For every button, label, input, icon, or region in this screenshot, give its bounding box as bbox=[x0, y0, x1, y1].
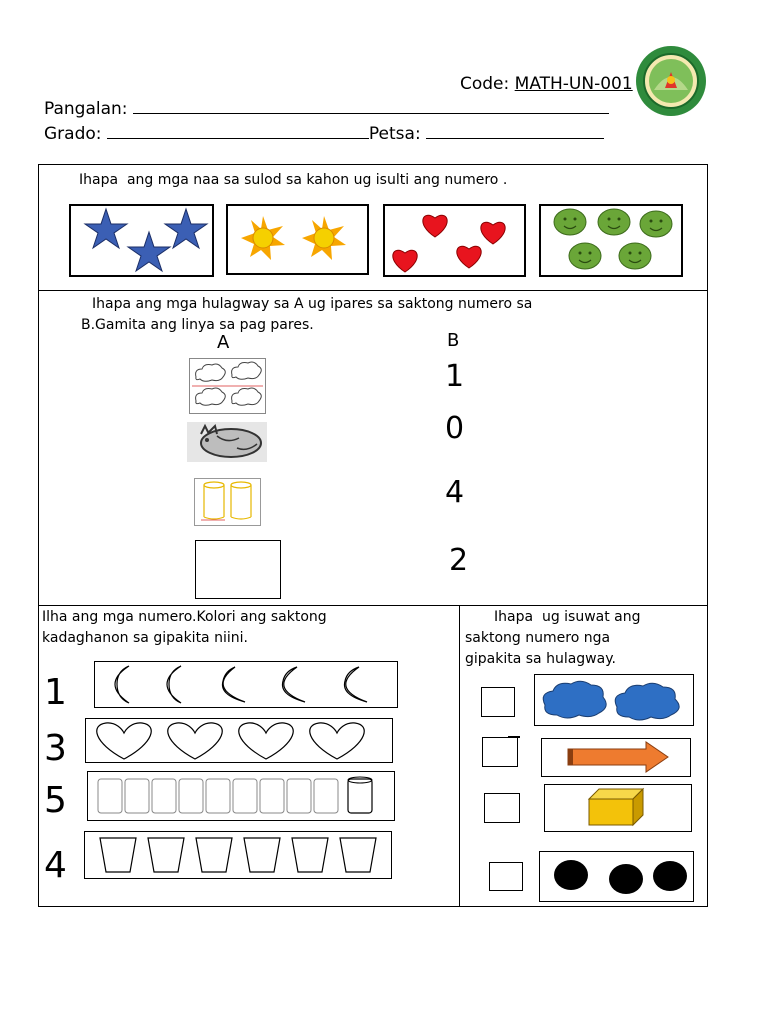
moon-icon bbox=[282, 667, 305, 702]
cylinder-icon bbox=[125, 779, 149, 813]
b-number-0[interactable]: 0 bbox=[445, 411, 465, 446]
star-icon bbox=[165, 209, 207, 248]
star-icon bbox=[128, 232, 170, 271]
black-circle-icon bbox=[554, 860, 588, 890]
divider-vertical bbox=[459, 605, 460, 907]
moon-icon bbox=[167, 666, 181, 703]
cylinder-icon bbox=[348, 779, 372, 813]
cup-icon bbox=[100, 838, 136, 872]
cat-picture[interactable] bbox=[187, 422, 267, 462]
star-icon bbox=[85, 209, 127, 248]
cup-icon bbox=[292, 838, 328, 872]
heart-icon bbox=[481, 222, 505, 244]
b-number-4[interactable]: 4 bbox=[445, 475, 465, 510]
date-label: Petsa: bbox=[368, 124, 421, 144]
code-value: MATH-UN-001 bbox=[514, 74, 633, 94]
cloud-icon bbox=[615, 683, 679, 720]
heart-icon bbox=[423, 215, 447, 237]
section4-instruction-2: saktong numero nga bbox=[465, 630, 611, 646]
b-number-1[interactable]: 1 bbox=[445, 359, 465, 394]
hearts-row[interactable] bbox=[85, 718, 393, 763]
cup-icon bbox=[244, 838, 280, 872]
smiley-icon bbox=[640, 211, 672, 237]
moons-row[interactable] bbox=[94, 661, 398, 708]
section3-instruction-2: kadaghanon sa gipakita niini. bbox=[42, 630, 248, 646]
section4-instruction-3: gipakita sa hulagway. bbox=[465, 651, 616, 667]
smiley-icon bbox=[598, 209, 630, 235]
b-number-2[interactable]: 2 bbox=[449, 543, 469, 578]
divider-2 bbox=[39, 605, 707, 606]
moon-icon bbox=[115, 666, 129, 703]
grade-label: Grado: bbox=[44, 124, 102, 144]
row-number-4: 4 bbox=[44, 845, 67, 886]
answer-box-clouds[interactable] bbox=[481, 687, 515, 717]
column-b-label: B bbox=[447, 330, 460, 351]
cup-icon bbox=[148, 838, 184, 872]
cup-icon bbox=[196, 838, 232, 872]
cylinder-icon bbox=[152, 779, 176, 813]
cup-icon bbox=[340, 838, 376, 872]
row-number-1: 1 bbox=[44, 672, 67, 713]
cloud-icon bbox=[543, 681, 606, 718]
sun-icon bbox=[241, 216, 285, 260]
arrow-picture-box bbox=[541, 738, 691, 777]
cube-picture-box bbox=[544, 784, 692, 832]
cylinders-picture[interactable] bbox=[194, 478, 261, 526]
code-line bbox=[460, 74, 633, 94]
section3-instruction-1: Ilha ang mga numero.Kolori ang saktong bbox=[42, 609, 327, 625]
code-label: Code: bbox=[460, 74, 510, 94]
answer-box-arrow[interactable] bbox=[482, 737, 518, 767]
empty-picture-box[interactable] bbox=[195, 540, 281, 599]
cylinder-icon bbox=[314, 779, 338, 813]
moon-icon bbox=[222, 667, 245, 702]
heart-outline-icon bbox=[168, 723, 222, 759]
section1-instruction: Ihapa ang mga naa sa sulod sa kahon ug isulti ang numero . bbox=[79, 172, 508, 188]
moon-icon bbox=[344, 667, 367, 702]
cloud-icon bbox=[196, 364, 226, 381]
deped-seal-icon bbox=[634, 44, 708, 118]
stars-box bbox=[69, 204, 214, 277]
cylinder-icon bbox=[260, 779, 284, 813]
heart-outline-icon bbox=[239, 723, 293, 759]
smiley-icon bbox=[619, 243, 651, 269]
divider-1 bbox=[39, 290, 707, 291]
black-circle-icon bbox=[609, 864, 643, 894]
name-label: Pangalan: bbox=[44, 99, 128, 119]
heart-icon bbox=[457, 246, 481, 268]
grade-field[interactable] bbox=[107, 122, 369, 139]
answer-box-dots[interactable] bbox=[489, 862, 523, 891]
date-field[interactable] bbox=[426, 122, 604, 139]
arrow-icon bbox=[568, 742, 668, 772]
answer-box-cube[interactable] bbox=[484, 793, 520, 823]
black-circle-icon bbox=[653, 861, 687, 891]
cat-icon bbox=[201, 429, 261, 457]
cylinder-icon bbox=[98, 779, 122, 813]
section2-instruction-2: B.Gamita ang linya sa pag pares. bbox=[81, 317, 314, 333]
worksheet bbox=[38, 164, 708, 907]
heart-outline-icon bbox=[97, 723, 151, 759]
name-line bbox=[44, 97, 609, 119]
clouds-picture[interactable] bbox=[189, 358, 266, 414]
cylinder-icon bbox=[287, 779, 311, 813]
cloud-icon bbox=[196, 388, 226, 405]
cylinder-icon bbox=[206, 779, 230, 813]
row-number-3: 3 bbox=[44, 728, 67, 769]
cube-icon bbox=[589, 789, 643, 825]
cylinders-row[interactable] bbox=[87, 771, 395, 821]
smiley-icon bbox=[569, 243, 601, 269]
cups-row[interactable] bbox=[84, 831, 392, 879]
clouds-picture-box bbox=[534, 674, 694, 726]
name-field[interactable] bbox=[133, 97, 609, 114]
smiley-icon bbox=[554, 209, 586, 235]
section4-instruction-1: Ihapa ug isuwat ang bbox=[494, 609, 641, 625]
heart-outline-icon bbox=[310, 723, 364, 759]
column-a-label: A bbox=[217, 332, 230, 353]
section2-instruction-1: Ihapa ang mga hulagway sa A ug ipares sa saktong numero sa bbox=[92, 296, 533, 312]
smileys-box bbox=[539, 204, 683, 277]
row-number-5: 5 bbox=[44, 780, 67, 821]
cloud-icon bbox=[232, 388, 262, 405]
heart-icon bbox=[393, 250, 417, 272]
dots-picture-box bbox=[539, 851, 694, 902]
hearts-box bbox=[383, 204, 526, 277]
cylinder-icon bbox=[179, 779, 203, 813]
sun-icon bbox=[302, 216, 346, 260]
cylinder-icon bbox=[233, 779, 257, 813]
grade-date-line bbox=[44, 122, 604, 144]
answer-box-mark bbox=[508, 736, 520, 738]
suns-box bbox=[226, 204, 369, 275]
cloud-icon bbox=[232, 362, 262, 379]
